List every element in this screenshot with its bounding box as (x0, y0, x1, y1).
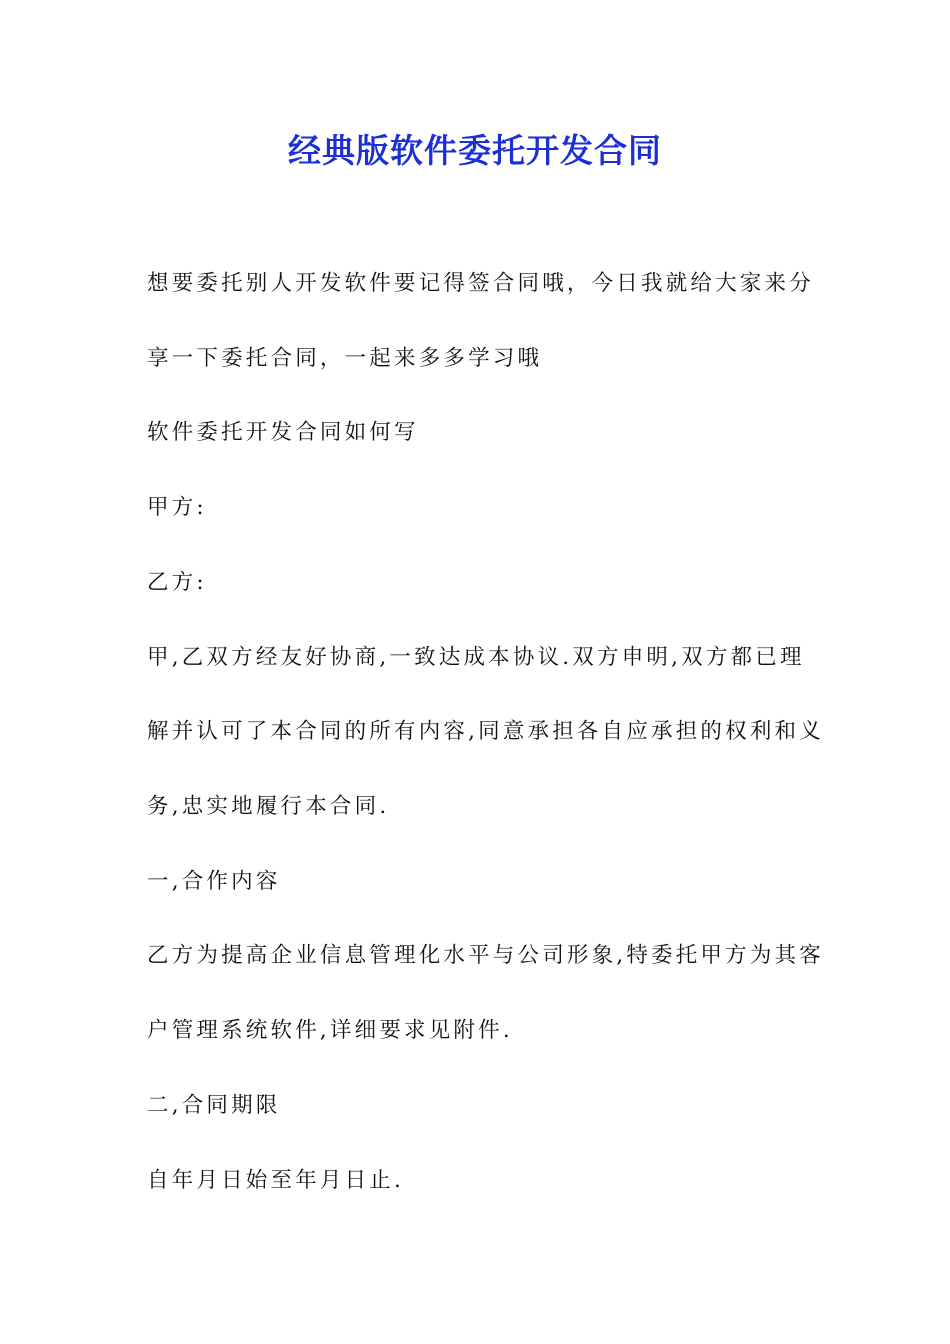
section-heading-cooperation: 一,合作内容 (147, 869, 281, 894)
agreement-line-1: 甲,乙双方经友好协商,一致达成本协议.双方申明,双方都已理 (147, 645, 805, 670)
party-b-label: 乙方: (147, 570, 207, 595)
section-heading-how-to-write: 软件委托开发合同如何写 (147, 420, 419, 445)
intro-line-1: 想要委托别人开发软件要记得签合同哦，今日我就给大家来分 (147, 271, 814, 296)
party-a-label: 甲方: (147, 495, 207, 520)
term-line: 自年月日始至年月日止. (147, 1168, 405, 1193)
agreement-line-2: 解并认可了本合同的所有内容,同意承担各自应承担的权利和义 (147, 719, 824, 744)
intro-line-2: 享一下委托合同，一起来多多学习哦 (147, 346, 543, 371)
cooperation-line-2: 户管理系统软件,详细要求见附件. (147, 1018, 513, 1043)
cooperation-line-1: 乙方为提高企业信息管理化水平与公司形象,特委托甲方为其客 (147, 943, 824, 968)
agreement-line-3: 务,忠实地履行本合同. (147, 794, 390, 819)
section-heading-term: 二,合同期限 (147, 1093, 281, 1118)
document-title: 经典版软件委托开发合同 (288, 131, 662, 170)
